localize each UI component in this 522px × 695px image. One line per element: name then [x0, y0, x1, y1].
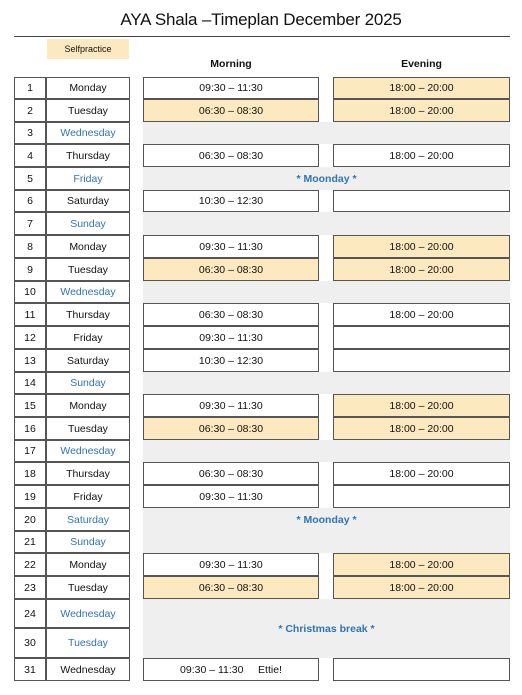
evening-slot: 18:00 – 20:00 [333, 417, 510, 440]
evening-slot: 18:00 – 20:00 [333, 235, 510, 258]
weekday-label: Sunday [46, 531, 130, 553]
day-number: 30 [14, 628, 46, 658]
day-number: 18 [14, 462, 46, 485]
day-number: 7 [14, 212, 46, 235]
morning-slot: 09:30 – 11:30 [143, 326, 319, 349]
weekday-label: Friday [46, 167, 130, 190]
evening-slot: 18:00 – 20:00 [333, 303, 510, 326]
day-number: 8 [14, 235, 46, 258]
weekday-label: Saturday [46, 508, 130, 531]
morning-slot: 09:30 – 11:30 [143, 485, 319, 508]
closed-day-band [143, 281, 510, 303]
morning-slot: 06:30 – 08:30 [143, 417, 319, 440]
evening-slot [333, 190, 510, 212]
morning-slot: 09:30 – 11:30 Ettie! [143, 658, 319, 681]
morning-column-header: Morning [210, 58, 252, 70]
evening-slot: 18:00 – 20:00 [333, 144, 510, 167]
morning-slot: 10:30 – 12:30 [143, 190, 319, 212]
closed-day-band [143, 440, 510, 462]
weekday-label: Friday [46, 485, 130, 508]
closed-day-note: * Christmas break * [278, 622, 375, 635]
weekday-label: Monday [46, 553, 130, 576]
weekday-label: Thursday [46, 462, 130, 485]
weekday-label: Saturday [46, 190, 130, 212]
weekday-label: Tuesday [46, 258, 130, 281]
closed-day-band [143, 531, 510, 553]
weekday-label: Tuesday [46, 99, 130, 122]
evening-slot: 18:00 – 20:00 [333, 394, 510, 417]
evening-slot [333, 326, 510, 349]
weekday-label: Sunday [46, 212, 130, 235]
day-number: 13 [14, 349, 46, 372]
evening-slot: 18:00 – 20:00 [333, 462, 510, 485]
day-number: 23 [14, 576, 46, 599]
day-number: 1 [14, 77, 46, 99]
closed-day-note: * Moonday * [296, 172, 357, 185]
closed-day-note: * Moonday * [296, 513, 357, 526]
day-number: 6 [14, 190, 46, 212]
day-number: 12 [14, 326, 46, 349]
day-number: 14 [14, 372, 46, 394]
evening-slot: 18:00 – 20:00 [333, 77, 510, 99]
weekday-label: Sunday [46, 372, 130, 394]
day-number: 4 [14, 144, 46, 167]
morning-slot: 06:30 – 08:30 [143, 144, 319, 167]
evening-slot: 18:00 – 20:00 [333, 258, 510, 281]
morning-slot: 10:30 – 12:30 [143, 349, 319, 372]
weekday-label: Tuesday [46, 417, 130, 440]
day-number: 2 [14, 99, 46, 122]
day-number: 31 [14, 658, 46, 681]
evening-column-header: Evening [401, 58, 442, 70]
evening-slot [333, 485, 510, 508]
closed-day-band [143, 122, 510, 144]
weekday-label: Tuesday [46, 576, 130, 599]
morning-slot: 09:30 – 11:30 [143, 394, 319, 417]
weekday-label: Wednesday [46, 440, 130, 462]
day-number: 20 [14, 508, 46, 531]
weekday-label: Wednesday [46, 658, 130, 681]
evening-slot: 18:00 – 20:00 [333, 553, 510, 576]
morning-slot: 06:30 – 08:30 [143, 258, 319, 281]
weekday-label: Thursday [46, 303, 130, 326]
day-number: 19 [14, 485, 46, 508]
day-number: 5 [14, 167, 46, 190]
weekday-label: Wednesday [46, 122, 130, 144]
page-title: AYA Shala –Timeplan December 2025 [120, 10, 402, 29]
day-number: 9 [14, 258, 46, 281]
morning-slot: 09:30 – 11:30 [143, 553, 319, 576]
morning-slot: 09:30 – 11:30 [143, 235, 319, 258]
morning-slot: 09:30 – 11:30 [143, 77, 319, 99]
morning-slot: 06:30 – 08:30 [143, 303, 319, 326]
weekday-label: Wednesday [46, 599, 130, 628]
morning-slot: 06:30 – 08:30 [143, 576, 319, 599]
weekday-label: Friday [46, 326, 130, 349]
weekday-label: Monday [46, 394, 130, 417]
morning-slot: 06:30 – 08:30 [143, 462, 319, 485]
closed-day-band [143, 212, 510, 235]
weekday-label: Thursday [46, 144, 130, 167]
weekday-label: Saturday [46, 349, 130, 372]
closed-day-band [143, 372, 510, 394]
weekday-label: Tuesday [46, 628, 130, 658]
selfpractice-legend: Selfpractice [47, 39, 129, 59]
evening-slot: 18:00 – 20:00 [333, 576, 510, 599]
day-number: 17 [14, 440, 46, 462]
day-number: 16 [14, 417, 46, 440]
weekday-label: Wednesday [46, 281, 130, 303]
weekday-label: Monday [46, 77, 130, 99]
evening-slot [333, 349, 510, 372]
day-number: 15 [14, 394, 46, 417]
day-number: 11 [14, 303, 46, 326]
evening-slot [333, 658, 510, 681]
weekday-label: Monday [46, 235, 130, 258]
day-number: 24 [14, 599, 46, 628]
day-number: 10 [14, 281, 46, 303]
day-number: 22 [14, 553, 46, 576]
morning-slot: 06:30 – 08:30 [143, 99, 319, 122]
evening-slot: 18:00 – 20:00 [333, 99, 510, 122]
day-number: 3 [14, 122, 46, 144]
day-number: 21 [14, 531, 46, 553]
